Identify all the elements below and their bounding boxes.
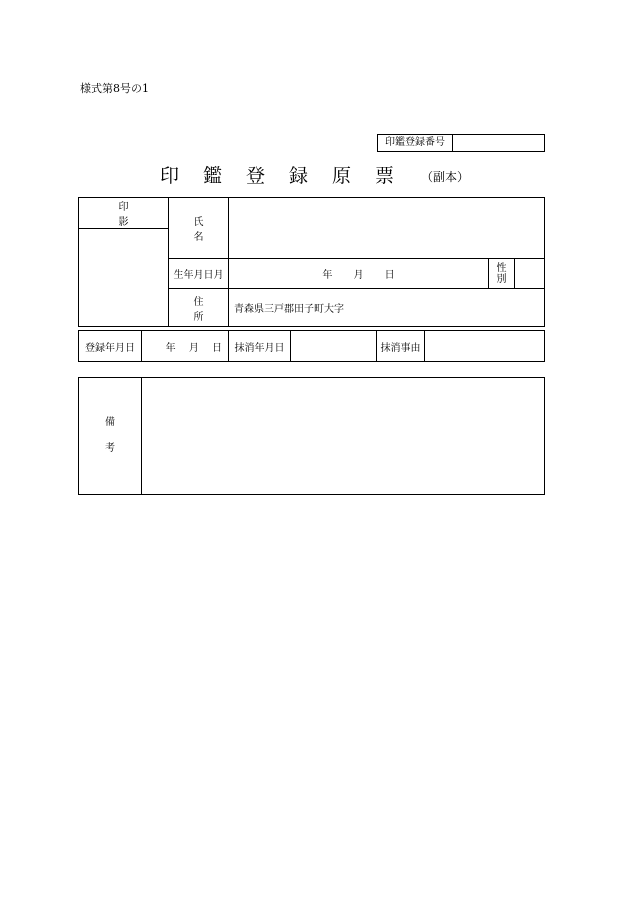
registration-number-label: 印鑑登録番号	[378, 135, 453, 151]
sex-field[interactable]	[515, 259, 545, 289]
birth-date-label: 生年月日月	[169, 259, 229, 289]
sex-label-bottom: 別	[496, 273, 507, 285]
title-char: 票	[375, 165, 395, 187]
title-char: 鑑	[203, 165, 223, 187]
sex-label	[489, 259, 515, 289]
form-number: 様式第8号の1	[80, 82, 149, 95]
title-char: 原	[332, 165, 352, 187]
title-char: 登	[246, 165, 266, 187]
address-field[interactable]: 青森県三戸郡田子町大字	[229, 289, 545, 327]
cancellation-reason-label: 抹消事由	[377, 331, 425, 362]
registration-number-field[interactable]	[453, 135, 544, 151]
birth-date-field[interactable]: 年 月 日	[229, 259, 489, 289]
title-char: 録	[289, 165, 309, 187]
registration-number-box	[377, 134, 545, 152]
remarks-field[interactable]	[142, 378, 545, 495]
remarks-label-bottom: 考	[105, 443, 115, 454]
remarks-label	[79, 378, 142, 495]
main-record-table	[78, 197, 545, 327]
seal-impression-label: 印 影	[79, 198, 169, 229]
sex-label-top: 性	[496, 262, 507, 274]
name-field[interactable]	[229, 198, 545, 259]
registration-date-field[interactable]: 年 月 日	[142, 331, 229, 362]
remarks-table	[78, 377, 545, 495]
cancellation-date-field[interactable]	[291, 331, 377, 362]
seal-impression-box	[79, 229, 169, 327]
name-label: 氏 名	[169, 198, 229, 259]
cancellation-reason-field[interactable]	[425, 331, 545, 362]
dates-table	[78, 330, 545, 362]
cancellation-date-label: 抹消年月日	[229, 331, 291, 362]
address-label: 住 所	[169, 289, 229, 327]
remarks-label-top: 備	[105, 417, 115, 428]
subtitle: （副本）	[421, 170, 470, 184]
page-title	[160, 161, 418, 188]
registration-date-label: 登録年月日	[79, 331, 142, 362]
title-char: 印	[160, 165, 180, 187]
